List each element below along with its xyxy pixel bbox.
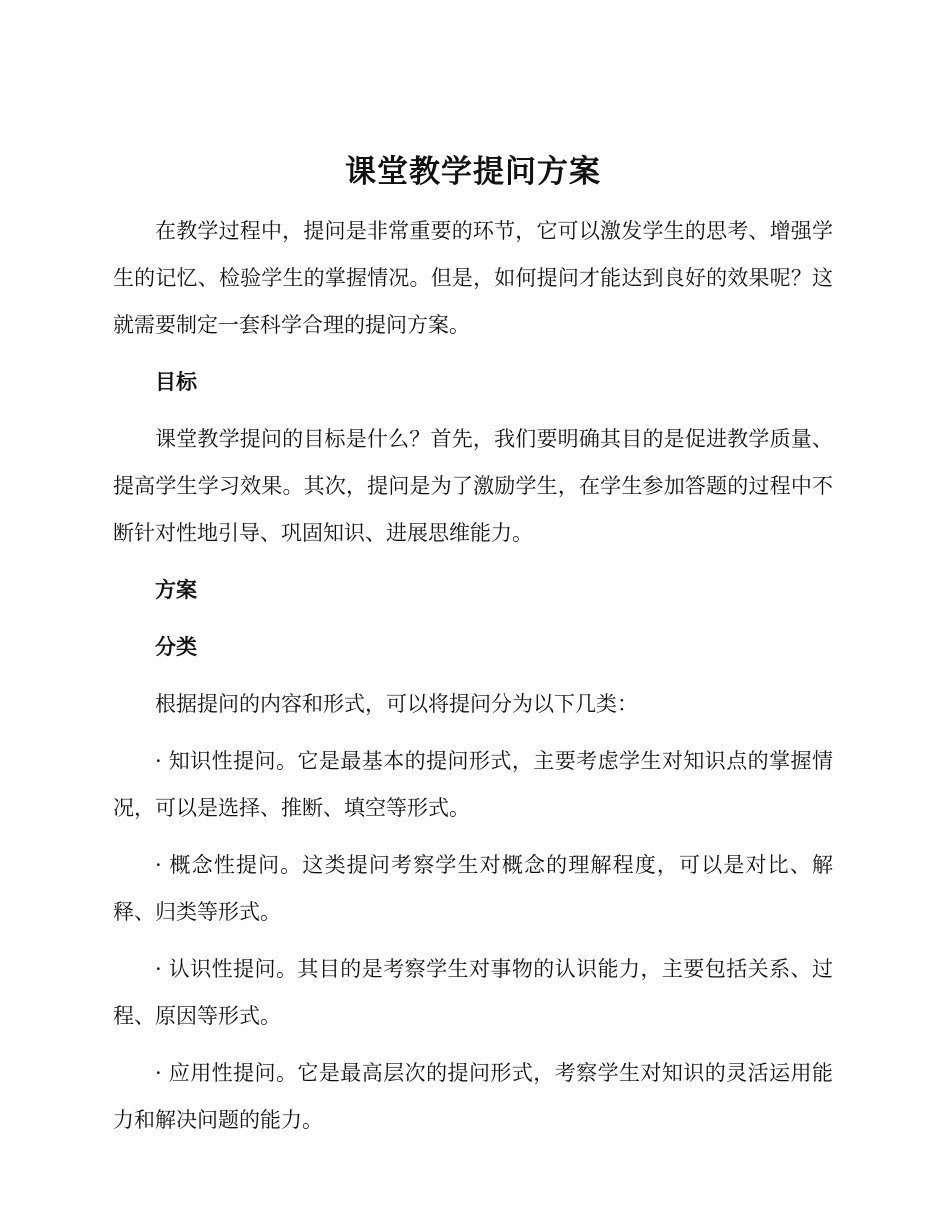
spacer	[113, 349, 833, 359]
category-item-cognition: · 认识性提问。其目的是考察学生对事物的认识能力，主要包括关系、过程、原因等形式。	[113, 957, 833, 1028]
spacer	[113, 936, 833, 946]
section-heading-plan: 方案	[155, 578, 197, 602]
category-item-knowledge: · 知识性提问。它是最基本的提问形式，主要考虑学生对知识点的掌握情况，可以是选择、推断、填空等形式。	[113, 749, 833, 820]
spacer	[113, 671, 833, 681]
intro-paragraph: 在教学过程中，提问是非常重要的环节，它可以激发学生的思考、增强学生的记忆、检验学生的掌握情况。但是，如何提问才能达到良好的效果呢？这就需要制定一套科学合理的提问方案。	[113, 219, 833, 337]
spacer	[113, 728, 833, 738]
section-heading-goal: 目标	[155, 370, 197, 394]
document-title: 课堂教学提问方案	[345, 154, 601, 190]
document-body	[113, 150, 833, 1144]
category-lead-paragraph: 根据提问的内容和形式，可以将提问分为以下几类：	[155, 692, 638, 716]
spacer	[113, 406, 833, 416]
spacer	[113, 614, 833, 624]
spacer	[113, 832, 833, 842]
section-heading-category: 分类	[155, 635, 197, 659]
category-item-application: · 应用性提问。它是最高层次的提问形式，考察学生对知识的灵活运用能力和解决问题的能力。	[113, 1061, 833, 1132]
spacer	[113, 557, 833, 567]
spacer	[113, 1040, 833, 1050]
goal-paragraph: 课堂教学提问的目标是什么？首先，我们要明确其目的是促进教学质量、提高学生学习效果。其次，提问是为了激励学生，在学生参加答题的过程中不断针对性地引导、巩固知识、进展思维能力。	[113, 427, 833, 545]
category-item-concept: · 概念性提问。这类提问考察学生对概念的理解程度，可以是对比、解释、归类等形式。	[113, 853, 833, 924]
